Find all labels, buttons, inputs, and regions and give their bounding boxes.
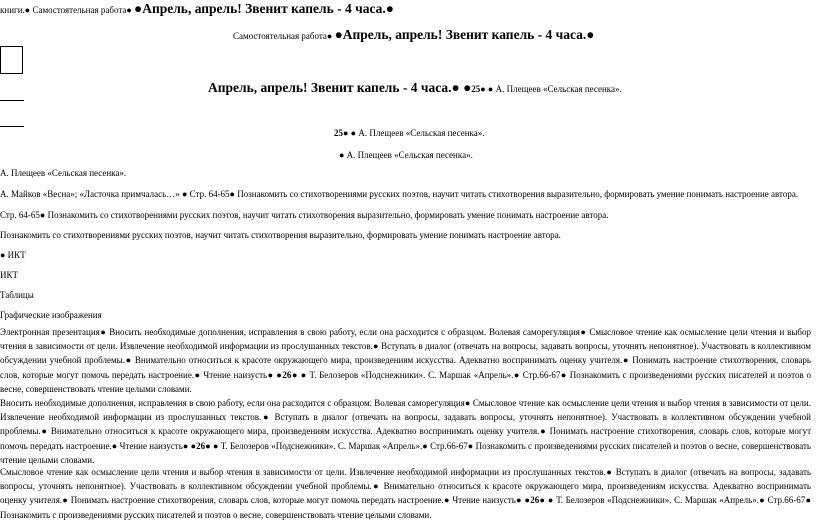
paragraph-3: [0, 465, 811, 522]
paragraph-3-number: 26: [530, 495, 540, 506]
lesson-line-rest: ● ● А. Плещеев «Сельская песенка».: [343, 128, 485, 138]
empty-box: [0, 46, 23, 74]
ikt-line-1: ● ИКТ: [0, 250, 26, 260]
graphics-line: Графические изображения: [0, 310, 102, 320]
title-line-2-prefix: Самостоятельная работа●: [233, 31, 335, 41]
title-line-3-title: Апрель, апрель! Звенит капель - 4 часа.● ●: [208, 80, 472, 95]
title-line-3: [208, 82, 622, 95]
ikt-line-2: ИКТ: [0, 270, 18, 280]
topic-line: А. Майков «Весна»; «Ласточка примчалась…» ● Стр. 64-65● Познакомить со стихотворениями русских поэтов, научит читать стихотворения выразительно, формировать умение понимать настроение автора.: [0, 189, 799, 199]
header-line: [0, 3, 394, 16]
rule-1: [0, 100, 24, 101]
title-line-2: [233, 29, 594, 42]
paragraph-2-text: Вносить необходимые дополнения, исправления в свою работу, если она расходится с образцом. Волевая саморегуляция● Смысловое чтение как осмысление цели чтения и выбор чтения в зависимости от цели. Извлечение необходимой информации из прослушанных текстов.● Вступать в диалог (отвечать на вопросы, задавать вопросы, уточнять непонятное). Участвовать в коллективном обсуждении учебной проблемы.● Внимательно относиться к красоте окружающего мира, произведениям искусства. Адекватно воспринимать оценку учителя.● Понимать настроение стихотворения, словарь слов, которые могут помочь передать настроение.● Чтение наизусть● ●: [0, 398, 811, 451]
header-title: ●Апрель, апрель! Звенит капель - 4 часа.●: [134, 1, 394, 16]
lesson-number: 25: [471, 84, 481, 94]
title-line-2-title: ●Апрель, апрель! Звенит капель - 4 часа.●: [334, 27, 595, 42]
header-prefix: книги.● Самостоятельная работа●: [0, 5, 135, 15]
paragraph-3-rest: ● ● Т. Белозеров «Подснежники». С. Маршак «Апрель».● Стр.66-67● Познакомить с произведениями русских писателей и поэтов о весне, совершенствовать чтение целыми словами.: [0, 495, 812, 520]
paragraph-2-rest: ● ● Т. Белозеров «Подснежники». С. Маршак «Апрель».● Стр.66-67● Познакомить с произведениями русских писателей и поэтов о весне, совершенствовать чтение целыми словами.: [0, 440, 811, 465]
title-line-3-rest: ● ● А. Плещеев «Сельская песенка».: [480, 84, 622, 94]
paragraph-1-number: 26: [282, 369, 292, 380]
lesson-number-2: 25: [334, 128, 343, 138]
author-line-2: А. Плещеев «Сельская песенка».: [0, 168, 127, 178]
lesson-line: [334, 128, 485, 139]
tables-line: Таблицы: [0, 290, 34, 300]
goal-line: Познакомить со стихотворениями русских поэтов, научит читать стихотворения выразительно, формировать умение понимать настроение автора.: [0, 230, 561, 240]
paragraph-1-text: Электронная презентация● Вносить необходимые дополнения, исправления в свою работу, если она расходится с образцом. Волевая саморегуляция● Смысловое чтение как осмысление цели чтения и выбор чтения в зависимости от цели. Извлечение необходимой информации из прослушанных текстов.● Вступать в диалог (отвечать на вопросы, задавать вопросы, уточнять непонятное). Участвовать в коллективном обсуждении учебной проблемы.● Внимательно относиться к красоте окружающего мира, произведениям искусства. Адекватно воспринимать оценку учителя.● Понимать настроение стихотворения, словарь слов, которые могут помочь передать настроение.● Чтение наизусть● ●: [0, 327, 811, 380]
paragraph-3-text: Смысловое чтение как осмысление цели чтения и выбор чтения в зависимости от цели. Извлечение необходимой информации из прослушанных текстов.● Вступать в диалог (отвечать на вопросы, задавать вопросы, уточнять непонятное). Участвовать в коллективном обсуждении учебной проблемы.● Внимательно относиться к красоте окружающего мира, произведениям искусства. Адекватно воспринимать оценку учителя.● Понимать настроение стихотворения, словарь слов, которые могут помочь передать настроение.● Чтение наизусть● ●: [0, 467, 811, 506]
paragraph-2-number: 26: [196, 440, 206, 451]
author-line: ● А. Плещеев «Сельская песенка».: [339, 150, 473, 160]
pages-line: Стр. 64-65● Познакомить со стихотворениями русских поэтов, научит читать стихотворения выразительно, формировать умение понимать настроение автора.: [0, 210, 609, 220]
rule-2: [0, 126, 24, 127]
paragraph-2: [0, 396, 811, 467]
paragraph-1: [0, 325, 811, 396]
paragraph-1-rest: ● ● Т. Белозеров «Подснежники». С. Маршак «Апрель».● Стр.66-67● Познакомить с произведениями русских писателей и поэтов о весне, совершенствовать чтение целыми словами.: [0, 369, 811, 394]
